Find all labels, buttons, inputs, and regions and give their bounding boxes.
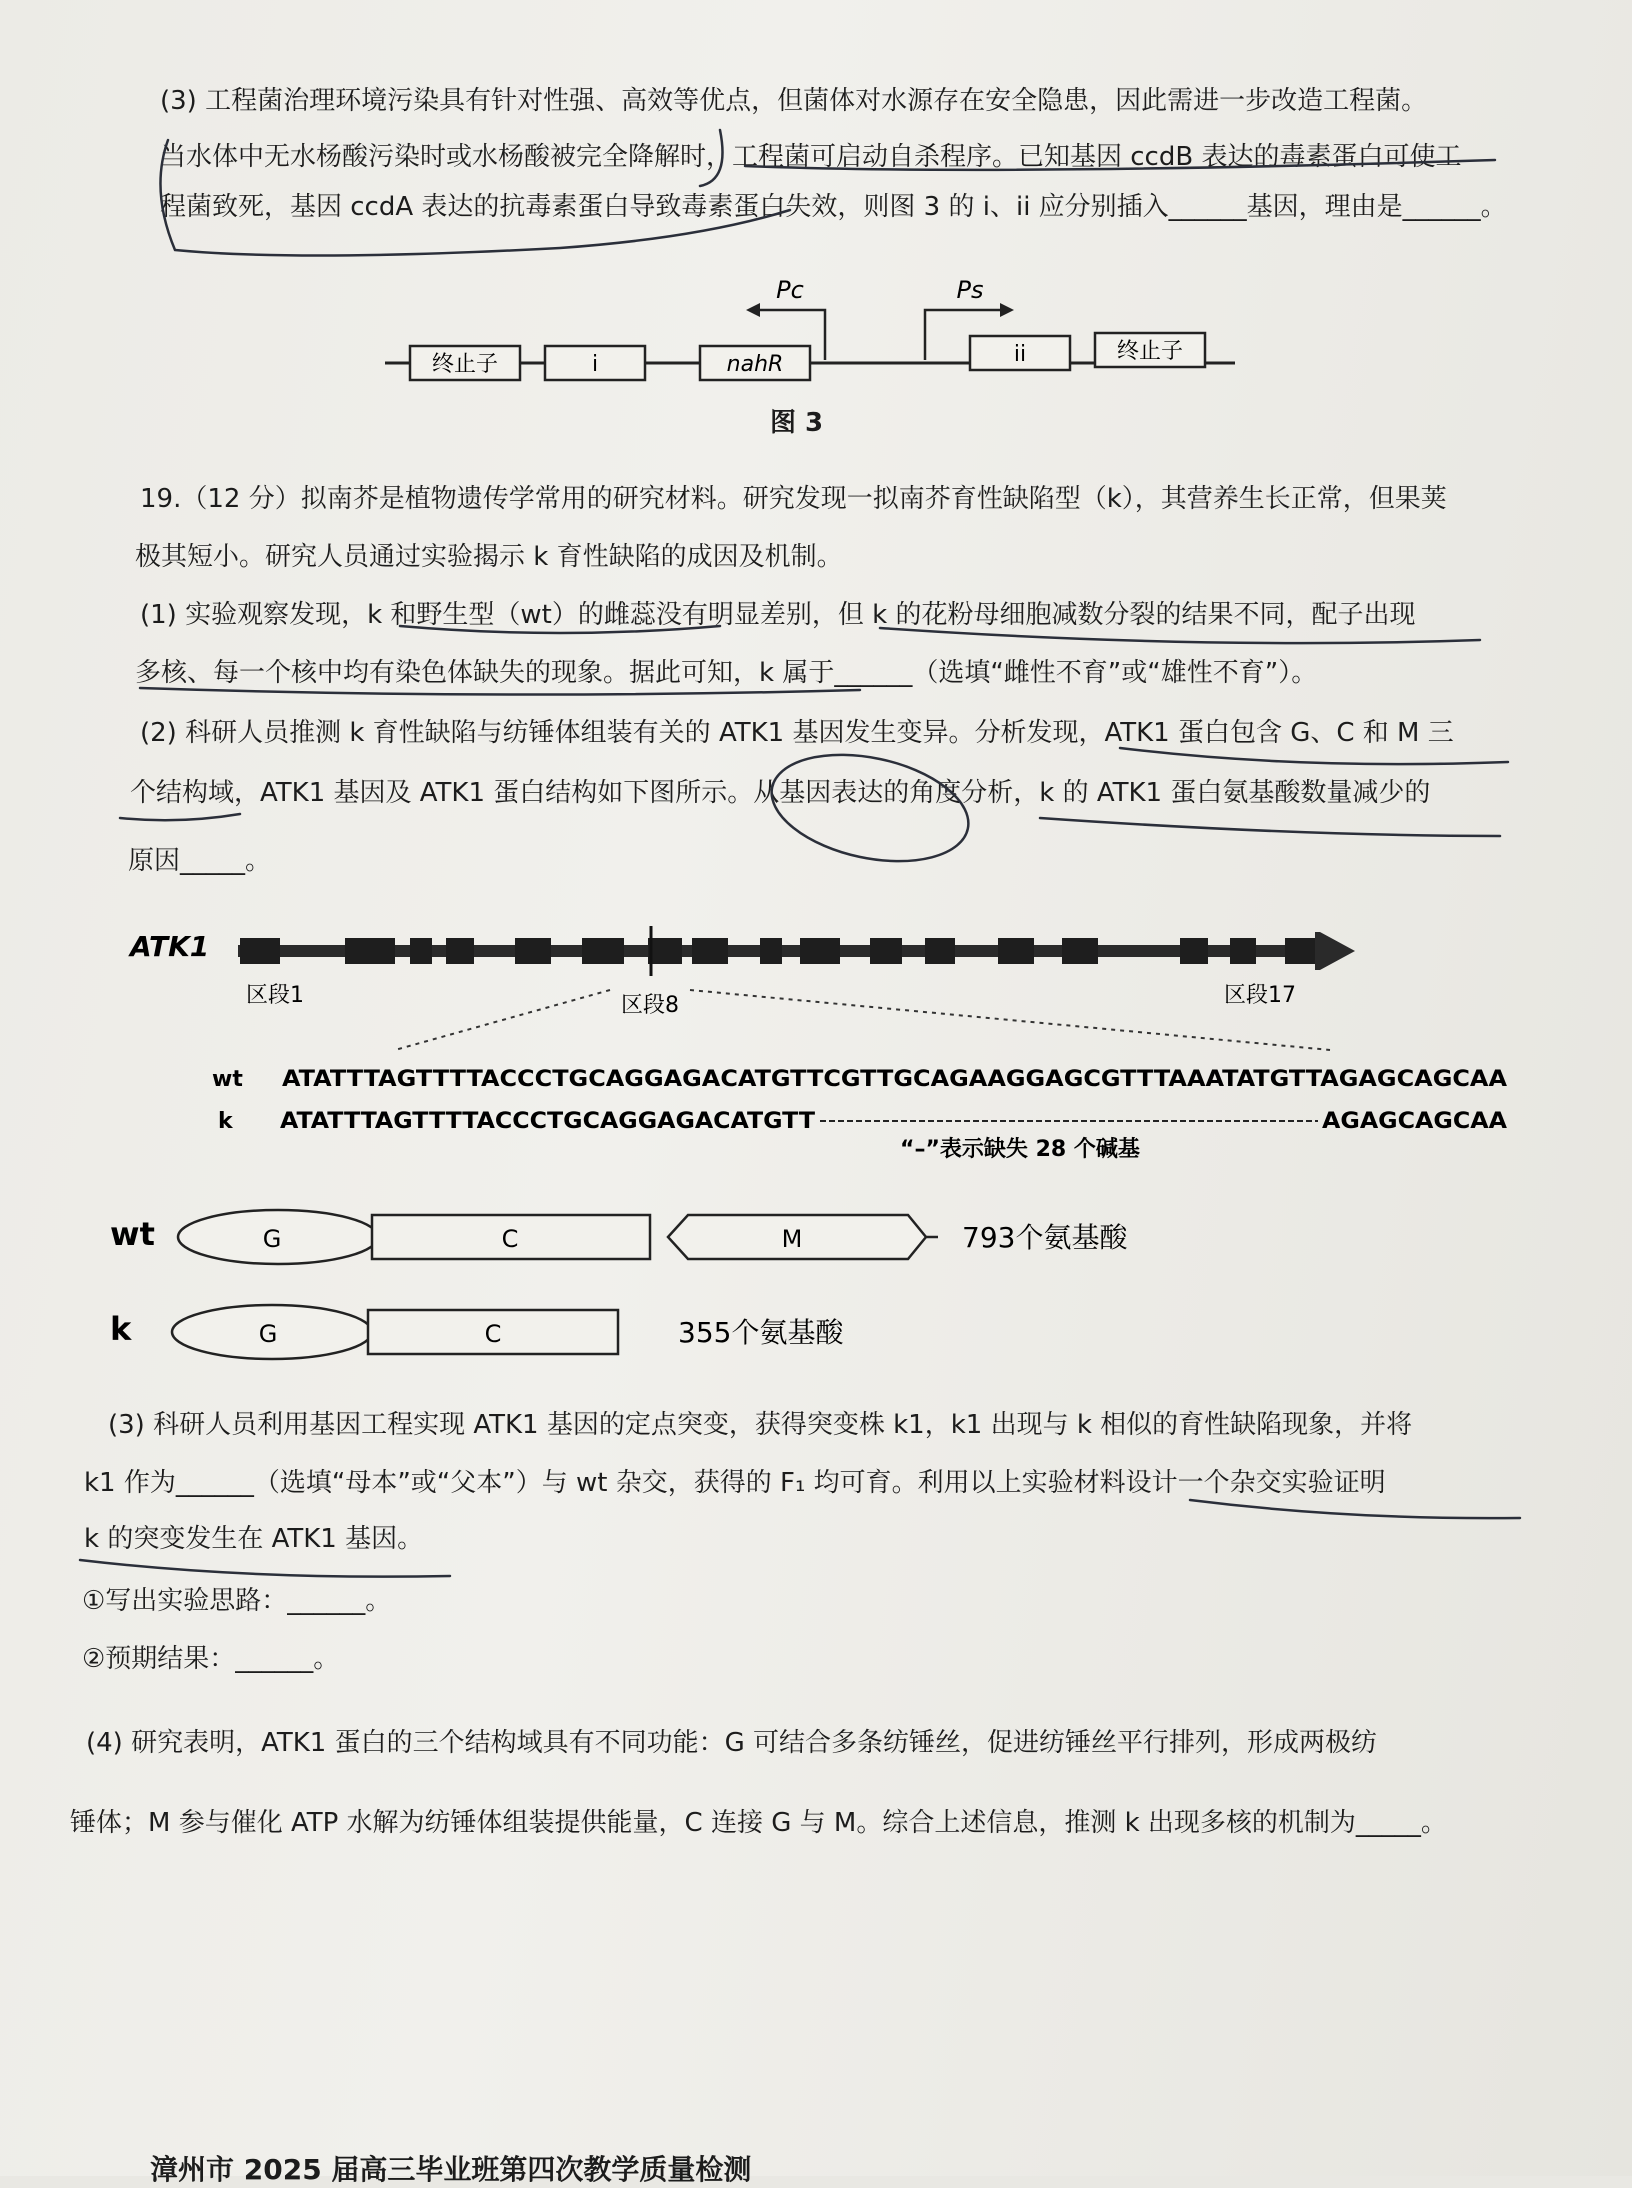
q18-3-line3: 程菌致死，基因 ccdA 表达的抗毒素蛋白导致毒素蛋白失效，则图 3 的 i、ii 应分别插入______基因，理由是______。	[160, 192, 1507, 222]
wt-sequence: ATATTTAGTTTTACCCTGCAGGAGACATGTTCGTTGCAGAAGGAGCGTTTAAATATGTTAGAGCAGCAA	[282, 1067, 1507, 1092]
pen-underline	[1040, 818, 1500, 836]
pen-underline	[880, 628, 1480, 643]
wt-seq-label: wt	[212, 1067, 243, 1092]
wt-domain-m-label: M	[781, 1225, 803, 1253]
pc-label: Pc	[776, 276, 804, 304]
k-domain-c-label: C	[484, 1320, 502, 1348]
q19-3-line2: k1 作为______（选填“母本”或“父本”）与 wt 杂交，获得的 F₁ 均可育。利用以上实验材料设计一个杂交实验证明	[84, 1468, 1386, 1498]
pen-underline	[80, 1560, 450, 1577]
wt-protein-label: wt	[110, 1215, 155, 1253]
pen-underline	[745, 160, 1495, 170]
pen-underline	[1120, 748, 1508, 764]
q19-1-line2: 多核、每一个核中均有染色体缺失的现象。据此可知，k 属于______（选填“雌性不育”或“雄性不育”）。	[135, 658, 1318, 688]
k-length-label: 355个氨基酸	[678, 1316, 844, 1349]
q18-3-line2: 当水体中无水杨酸污染时或水杨酸被完全降解时，工程菌可启动自杀程序。已知基因 ccdB 表达的毒素蛋白可使工	[160, 142, 1462, 172]
page-footer: 漳州市 2025 届高三毕业班第四次教学质量检测	[150, 2153, 752, 2186]
pen-underline	[120, 814, 240, 820]
terminator-right-label: 终止子	[1116, 339, 1184, 364]
gene-name-label: ATK1	[130, 930, 210, 963]
q19-2-line1: (2) 科研人员推测 k 育性缺陷与纺锤体组装有关的 ATK1 基因发生变异。分析发现，ATK1 蛋白包含 G、C 和 M 三	[140, 718, 1454, 748]
k-protein-label: k	[110, 1310, 132, 1348]
nahR-label: nahR	[726, 352, 784, 377]
q19-4-line2: 锤体；M 参与催化 ATP 水解为纺锤体组装提供能量，C 连接 G 与 M。综合上述信息，推测 k 出现多核的机制为_____。	[70, 1808, 1447, 1838]
k-sequence-left: ATATTTAGTTTTACCCTGCAGGAGACATGTT	[280, 1109, 815, 1134]
q19-header-line1: 19.（12 分）拟南芥是植物遗传学常用的研究材料。研究发现一拟南芥育性缺陷型（k），其营养生长正常，但果荚	[140, 484, 1447, 514]
wt-domain-c-label: C	[501, 1225, 519, 1253]
q19-header-line2: 极其短小。研究人员通过实验揭示 k 育性缺陷的成因及机制。	[135, 542, 843, 572]
deletion-note: “–”表示缺失 28 个碱基	[900, 1137, 1140, 1162]
q19-1-line1: (1) 实验观察发现，k 和野生型（wt）的雌蕊没有明显差别，但 k 的花粉母细胞减数分裂的结果不同，配子出现	[140, 600, 1416, 630]
pen-underline	[1190, 1500, 1520, 1518]
q19-3-line3: k 的突变发生在 ATK1 基因。	[84, 1524, 424, 1554]
q19-3-line1: (3) 科研人员利用基因工程实现 ATK1 基因的定点突变，获得突变株 k1，k1 出现与 k 相似的育性缺陷现象，并将	[108, 1410, 1413, 1440]
pen-underline	[140, 688, 860, 695]
wt-domain-g-label: G	[262, 1225, 282, 1253]
q19-3-expected-result: ②预期结果：______。	[82, 1644, 340, 1674]
terminator-left-label: 终止子	[431, 352, 499, 377]
insert-i-label: i	[591, 352, 599, 377]
q19-4-line1: (4) 研究表明，ATK1 蛋白的三个结构域具有不同功能：G 可结合多条纺锤丝，促进纺锤丝平行排列，形成两极纺	[86, 1728, 1378, 1758]
wt-length-label: 793个氨基酸	[962, 1221, 1128, 1254]
figure-3-caption: 图 3	[770, 408, 824, 438]
k-domain-g-label: G	[258, 1320, 278, 1348]
q19-2-line3: 原因_____。	[128, 846, 272, 876]
k-sequence-right: AGAGCAGCAA	[1322, 1109, 1507, 1134]
segment-17-label: 区段17	[1224, 983, 1296, 1008]
q19-2-line2: 个结构域，ATK1 基因及 ATK1 蛋白结构如下图所示。从基因表达的角度分析，k 的 ATK1 蛋白氨基酸数量减少的	[130, 778, 1431, 808]
pen-circle	[762, 738, 978, 877]
pen-bracket-right	[700, 130, 723, 186]
q19-3-experiment-idea: ①写出实验思路：______。	[82, 1586, 392, 1616]
pen-underline	[400, 626, 720, 633]
q18-3-line1: (3) 工程菌治理环境污染具有针对性强、高效等优点，但菌体对水源存在安全隐患，因此需进一步改造工程菌。	[160, 86, 1428, 116]
segment-1-label: 区段1	[246, 983, 304, 1008]
ps-label: Ps	[956, 276, 984, 304]
insert-ii-label: ii	[1013, 342, 1027, 367]
segment-8-label: 区段8	[621, 993, 679, 1018]
pen-bracket-curve	[160, 140, 790, 256]
k-seq-label: k	[218, 1109, 233, 1134]
